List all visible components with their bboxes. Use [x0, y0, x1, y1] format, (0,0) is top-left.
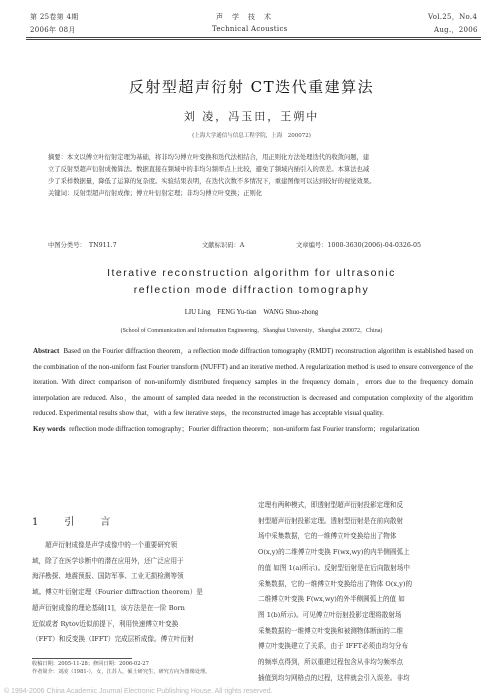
header-rule — [26, 37, 481, 38]
paper-title-en-line: reflection mode diffraction tomography — [133, 284, 370, 296]
body-left-column — [32, 538, 242, 648]
header-volume-en: Vol.25，No.4 — [428, 13, 478, 21]
body-line: 场中采集数据，它的一维傅立叶变换给出了物体 — [258, 532, 397, 541]
affiliation-en: (School of Communication and Information Engineering，Shanghai University，Shanghai 200072，China) — [120, 328, 383, 334]
header-date-en: Aug.，2006 — [434, 26, 478, 34]
abstract-cn-line: 摘要：本文以傅立叶衍射定理为基础，将非均匀傅立叶变换和迭代法相结合，用正则化方法处理迭代的收敛问题，建 — [48, 154, 370, 161]
footnote-rule — [32, 658, 132, 659]
body-line: 域。傅立叶衍射定理（Fourier diffraction theorem）是 — [32, 588, 203, 597]
keywords-cn: 关键词：反射型超声衍射成像；傅立叶衍射定理；非均匀傅立叶变换；正则化 — [48, 190, 263, 197]
body-line: 超声衍射成像是声学成像中的一个重要研究领 — [32, 541, 178, 549]
body-line: （FFT）和反变换（IFFT）完成层析成像。傅立叶衍射 — [32, 635, 194, 644]
authors-en: LIU Ling FENG Yu-tian WANG Shuo-zhong — [184, 309, 319, 316]
body-line: 海洋勘探、地震预报、国防军事、工业无损检测等领 — [32, 572, 184, 581]
body-line: 射型超声衍射投影定理。透射型衍射是在前向散射 — [258, 516, 404, 525]
body-line: 插值到均匀网格点的过程，这样就会引入误差。非均 — [258, 673, 410, 682]
body-line: 傅立叶变换建立了关系，由于 IFFT必须由均匀分布 — [258, 642, 409, 651]
header-rule-double — [26, 39, 481, 40]
abstract-en-label: Abstract — [33, 347, 60, 355]
header-journal-en: Technical Acoustics — [212, 25, 288, 33]
body-line: 采集数据的一维傅立叶变换和被测物体断面的二维 — [258, 626, 404, 635]
body-line: 二维傅立叶变换 F(wx,wy)的外半侧圆弧上的值 如 — [258, 595, 405, 604]
abstract-en-text: Based on the Fourier diffraction theorem，a reflection mode diffraction tomography (RMDT) reconstruction algorithm is established based on the combination of the non-uniform fast Fourier transform (NUFFT) and an iterative method. A regularization method is used to ensure convergence of the iteration. With direct comparison of non-uniformly distributed frequency samples in the frequency domain，errors due to the frequency domain interpolation are reduced. Also，the amount of sampled data needed in the reconstruction is decreased and computation complexity of the algorithm reduced. Experimental results show that，with a few iterative steps，the reconstructed image has acceptable visual quality. — [33, 347, 473, 418]
body-line: 的频率点得到，所以重建过程包含从非均匀频率点 — [258, 658, 404, 667]
section-heading: 1 引 言 — [32, 517, 119, 528]
article-id: 文章编号：1000-3630(2006)-04-0326-05 — [296, 242, 422, 249]
body-line: 域，除了在医学诊断中的潜在应用外，还广泛应用于 — [32, 556, 184, 565]
body-line: 图 1(b)所示)。可见傅立叶衍射投影定理将散射场 — [258, 610, 402, 619]
document-code: 文献标识码：A — [202, 242, 245, 249]
abstract-cn — [48, 152, 468, 200]
body-line: O(x,y)的二维傅立叶变换 F(wx,wy)的内半侧圆弧上 — [258, 548, 410, 557]
keywords-en-text: reflection mode diffraction tomography；Fourier diffraction theorem；non-uniform fast Fourier transform；regularization — [69, 424, 420, 433]
header-volume-issue: 第 25卷第 4期 — [30, 13, 79, 21]
body-line: 的值 如图 1(a)所示)。反射型衍射是在后向散射场中 — [258, 563, 410, 572]
header-journal-cn: 声 学 技 术 — [216, 13, 272, 21]
body-line: 近似或者 Rytov近似前提下，利用快速傅立叶变换 — [32, 619, 179, 628]
authors-cn: 刘 凌，冯玉田，王朔中 — [183, 110, 320, 123]
clc-number: 中图分类号： TN911.7 — [48, 242, 117, 249]
header-date-cn: 2006年 08月 — [30, 26, 76, 34]
paper-title-en — [0, 265, 503, 299]
abstract-en — [33, 344, 473, 438]
body-line: 定理有两种模式，即透射型超声衍射投影定理和反 — [258, 501, 404, 509]
affiliation-cn: (上海大学通信与信息工程学院，上海 200072) — [192, 133, 311, 139]
paper-title-en-line: Iterative reconstruction algorithm for ultrasonic — [107, 267, 396, 279]
body-line: 超声衍射成像的理论基础[1]，该方法是在一阶 Born — [32, 603, 185, 612]
body-right-column — [258, 498, 474, 686]
footnote-line: 收稿日期：2005-11-28；修回日期：2006-02-27 — [32, 661, 149, 667]
abstract-cn-line: 少了采样数据量，降低了运算的复杂度。实验结果表明，在迭代次数不多情况下，重建图像可以达到较好的视觉效果。 — [48, 178, 376, 185]
abstract-cn-line: 立了反射型超声衍射成像算法。数据直接在频域中的非均匀频率点上比较，避免了频域内插引入的误差。本算法也减 — [48, 166, 370, 173]
paper-title-cn: 反射型超声衍射 CT迭代重建算法 — [128, 78, 375, 96]
body-line: 采集数据，它的一维傅立叶变换给出了物体 O(x,y)的 — [258, 579, 413, 588]
keywords-en-label: Key words — [33, 424, 66, 433]
copyright-watermark: © 1994-2006 China Academic Journal Electronic Publishing House. All rights reserved. — [4, 688, 273, 695]
footnote-line: 作者简介：刘凌（1981-），女，江苏人，硕士研究生，研究方向为图像处理。 — [32, 668, 211, 675]
footnote — [32, 661, 242, 676]
